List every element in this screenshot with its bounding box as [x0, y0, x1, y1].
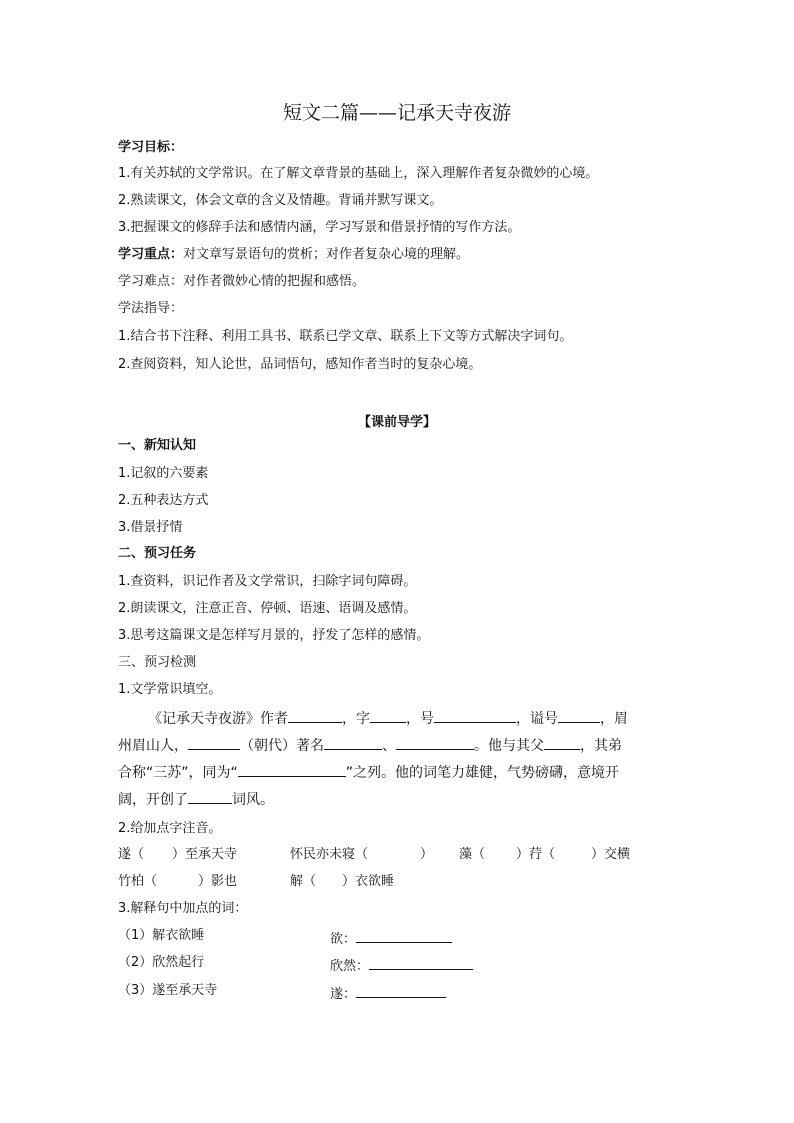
answer-blank[interactable]: [369, 954, 473, 970]
key-points-label: 学习重点：: [118, 247, 184, 262]
objectives-heading: 学习目标：: [118, 140, 184, 155]
section-title: 【课前导学】: [357, 415, 436, 430]
dynasty-blank[interactable]: [188, 734, 240, 750]
q2-row-1: 遂（ ）至承天寺 怀民亦未寝（ ） 藻（ ）荇（ ）交横: [118, 847, 631, 862]
part1-item: 3.借景抒情: [118, 520, 183, 535]
q1-title: 1.文学常识填空。: [118, 682, 222, 697]
q3-answer: 遂：: [330, 982, 446, 1004]
part1-item: 2.五种表达方式: [118, 493, 209, 508]
courtesy-name-blank[interactable]: [370, 707, 406, 723]
answer-blank[interactable]: [356, 927, 452, 943]
q3-phrase: （1）解衣欲睡: [118, 928, 205, 943]
answer-blank[interactable]: [356, 982, 446, 998]
q3-phrase: （3）遂至承天寺: [118, 983, 218, 998]
identity-blank-1[interactable]: [324, 734, 382, 750]
q2-title: 2.给加点字注音。: [118, 821, 222, 836]
q3-answer: 欲：: [330, 927, 452, 949]
key-points-text: 对文章写景语句的赏析；对作者复杂心境的理解。: [183, 247, 470, 262]
q3-answer: 欣然：: [330, 954, 473, 976]
author-blank[interactable]: [288, 707, 342, 723]
objective-item: 3.把握课文的修辞手法和感情内涵，学习写景和借景抒情的写作方法。: [118, 220, 521, 235]
part1-item: 1.记叙的六要素: [118, 466, 209, 481]
part2-heading: 二、预习任务: [118, 546, 197, 561]
q3-title: 3.解释句中加点的词：: [118, 901, 248, 916]
part3-heading: 三、预习检测: [118, 655, 197, 670]
q2-row-2: 竹柏（ ）影也 解（ ）衣欲睡: [118, 874, 395, 889]
part2-item: 2.朗读课文，注意正音、停顿、语速、语调及感情。: [118, 601, 417, 616]
pen-name-blank[interactable]: [434, 707, 516, 723]
key-points: [118, 246, 469, 264]
part1-heading: 一、新知认知: [118, 438, 197, 453]
q1-fill-paragraph: 《记承天寺夜游》作者 ，字 ，号 ，谥号 ，眉 州眉山人， （朝代）著名 、 。他与其父 ，其弟 合称“三苏”，同为“ ”之列。他的词笔力雄健，气势磅礴，意境开 阔，开创了 词风。: [118, 706, 675, 814]
group-blank[interactable]: [238, 761, 346, 777]
method-heading: 学法指导：: [118, 301, 184, 316]
q3-phrase: （2）欣然起行: [118, 955, 205, 970]
objective-item: 1.有关苏轼的文学常识。在了解文章背景的基础上，深入理解作者复杂微妙的心境。: [118, 166, 599, 181]
part2-item: 3.思考这篇课文是怎样写月景的，抒发了怎样的感情。: [118, 628, 430, 643]
difficulty: 学习难点：对作者微妙心情的把握和感悟。: [118, 274, 366, 289]
objective-item: 2.熟读课文，体会文章的含义及情趣。背诵并默写课文。: [118, 193, 443, 208]
posthumous-name-blank[interactable]: [558, 707, 600, 723]
part2-item: 1.查资料，识记作者及文学常识，扫除字词句障碍。: [118, 574, 417, 589]
method-item: 1.结合书下注释、利用工具书、联系已学文章、联系上下文等方式解决字词句。: [118, 329, 573, 344]
identity-blank-2[interactable]: [396, 734, 474, 750]
method-item: 2.查阅资料，知人论世，品词悟句，感知作者当时的复杂心境。: [118, 357, 482, 372]
style-blank[interactable]: [188, 788, 232, 804]
father-blank[interactable]: [544, 734, 580, 750]
page-title: 短文二篇——记承天寺夜游: [282, 102, 511, 124]
